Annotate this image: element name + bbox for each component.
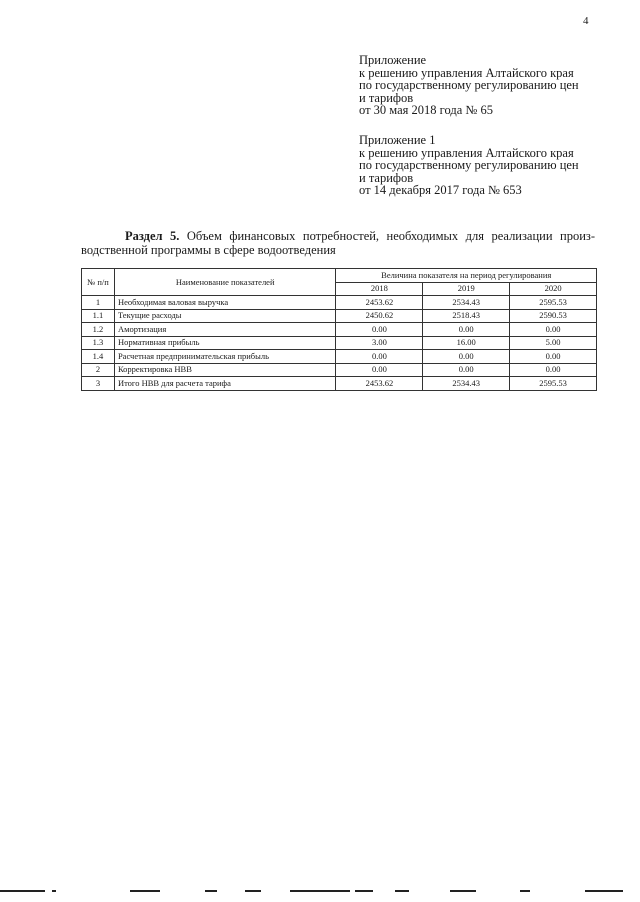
- table-body: [82, 296, 597, 391]
- value-cell: 2534.43: [423, 296, 510, 310]
- value-cell: 2534.43: [423, 377, 510, 391]
- row-number: 2: [82, 363, 115, 377]
- indicator-name: Расчетная предпринимательская прибыль: [114, 350, 336, 364]
- value-cell: 2595.53: [510, 296, 597, 310]
- header-num: № п/п: [82, 269, 115, 296]
- value-cell: 2518.43: [423, 309, 510, 323]
- header-year: 2019: [423, 282, 510, 296]
- appendix-current-block: [359, 54, 619, 117]
- value-cell: 0.00: [336, 363, 423, 377]
- section-label: Раздел 5.: [125, 229, 180, 243]
- table-row: [82, 296, 597, 310]
- value-cell: 0.00: [336, 350, 423, 364]
- indicator-name: Итого НВВ для расчета тарифа: [114, 377, 336, 391]
- financial-needs-table: [81, 268, 597, 391]
- indicator-name: Текущие расходы: [114, 309, 336, 323]
- appendix-line: к решению управления Алтайского края: [359, 145, 574, 160]
- value-cell: 2595.53: [510, 377, 597, 391]
- value-cell: 0.00: [510, 363, 597, 377]
- table-row: [82, 309, 597, 323]
- header-year: 2020: [510, 282, 597, 296]
- row-number: 1.2: [82, 323, 115, 337]
- indicator-name: Необходимая валовая выручка: [114, 296, 336, 310]
- appendix-line: Приложение: [359, 53, 427, 67]
- table-row: [82, 350, 597, 364]
- table-row: [82, 323, 597, 337]
- appendix-line: по государственному регулированию цен: [359, 158, 579, 173]
- value-cell: 3.00: [336, 336, 423, 350]
- header-name: Наименование показателей: [114, 269, 336, 296]
- header-period: Величина показателя на период регулирования: [336, 269, 597, 283]
- table-row: [82, 363, 597, 377]
- section-title: [81, 229, 595, 257]
- header-year: 2018: [336, 282, 423, 296]
- table-row: [82, 377, 597, 391]
- value-cell: 0.00: [510, 323, 597, 337]
- section-title-line2: водственной программы в сфере водоотведения: [81, 243, 336, 257]
- appendix-line: к решению управления Алтайского края: [359, 65, 574, 80]
- appendix-line: по государственному регулированию цен: [359, 78, 579, 93]
- value-cell: 2453.62: [336, 377, 423, 391]
- value-cell: 0.00: [510, 350, 597, 364]
- value-cell: 2453.62: [336, 296, 423, 310]
- appendix-line: от 14 декабря 2017 года № 653: [359, 183, 522, 198]
- indicator-name: Амортизация: [114, 323, 336, 337]
- value-cell: 0.00: [423, 350, 510, 364]
- table-row: [82, 336, 597, 350]
- row-number: 1: [82, 296, 115, 310]
- value-cell: 5.00: [510, 336, 597, 350]
- row-number: 1.3: [82, 336, 115, 350]
- section-title-line1: Объем финансовых потребностей, необходимых для реализации произ-: [179, 229, 595, 243]
- appendix-line: и тарифов: [359, 90, 414, 105]
- row-number: 1.1: [82, 309, 115, 323]
- indicator-name: Нормативная прибыль: [114, 336, 336, 350]
- appendix-original-block: [359, 134, 619, 197]
- value-cell: 0.00: [423, 323, 510, 337]
- value-cell: 0.00: [423, 363, 510, 377]
- value-cell: 2590.53: [510, 309, 597, 323]
- scan-edge-marks: [0, 890, 640, 894]
- page-number: 4: [583, 15, 589, 27]
- value-cell: 0.00: [336, 323, 423, 337]
- appendix-line: от 30 мая 2018 года № 65: [359, 103, 493, 118]
- row-number: 1.4: [82, 350, 115, 364]
- row-number: 3: [82, 377, 115, 391]
- indicator-name: Корректировка НВВ: [114, 363, 336, 377]
- appendix-line: Приложение 1: [359, 133, 436, 147]
- value-cell: 2450.62: [336, 309, 423, 323]
- value-cell: 16.00: [423, 336, 510, 350]
- appendix-line: и тарифов: [359, 170, 414, 185]
